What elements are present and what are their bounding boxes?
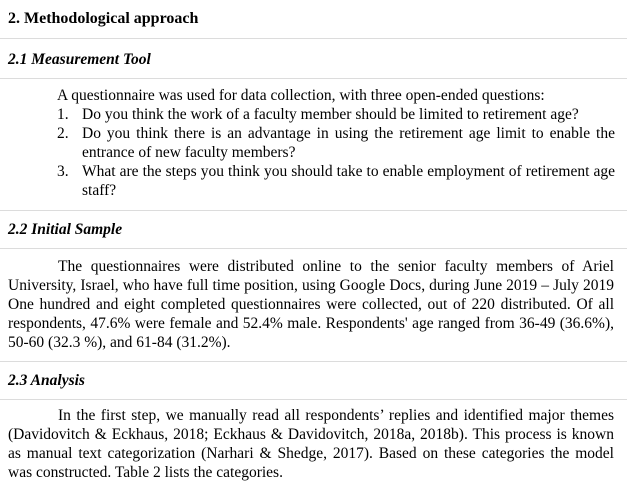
question-number: 3. bbox=[57, 163, 69, 180]
divider bbox=[0, 38, 627, 39]
question-text: Do you think there is an advantage in using the retirement age limit to enable the entrance of new faculty members? bbox=[82, 125, 615, 161]
question-item bbox=[57, 124, 615, 162]
divider bbox=[0, 361, 627, 362]
section-title: 2. Methodological approach bbox=[8, 10, 199, 27]
divider bbox=[0, 78, 627, 79]
divider bbox=[0, 399, 627, 400]
question-text: What are the steps you think you should take to enable employment of retirement age staff? bbox=[82, 163, 615, 199]
divider bbox=[0, 210, 627, 211]
initial-sample-paragraph: The questionnaires were distributed online to the senior faculty members of Ariel University, Israel, who have full time position, using Google Docs, during June 2019 – July 2019 One hundred and eight completed questionnaires were collected, out of 220 distributed. Of all respondents, 47.6% were female and 52.4% male. Respondents' age ranged from 36-49 (36.6%), 50-60 (32.3 %), and 61-84 (31.2%). bbox=[8, 258, 614, 351]
question-item bbox=[57, 162, 615, 200]
question-number: 1. bbox=[57, 106, 69, 123]
analysis-paragraph: In the first step, we manually read all respondents’ replies and identified major themes (Davidovitch & Eckhaus, 2018; Eckhaus & Davidovitch, 2018a, 2018b). This process is known as manual text categorization (Narhari & Shedge, 2017). Based on these categories the model was constructed. Table 2 lists the categories. bbox=[8, 407, 614, 481]
measurement-intro: A questionnaire was used for data collection, with three open-ended questions: bbox=[57, 87, 545, 104]
heading-initial-sample: 2.2 Initial Sample bbox=[8, 221, 123, 238]
question-list bbox=[57, 105, 615, 200]
question-text: Do you think the work of a faculty member should be limited to retirement age? bbox=[82, 106, 579, 123]
divider bbox=[0, 248, 627, 249]
heading-analysis: 2.3 Analysis bbox=[8, 372, 85, 389]
question-item bbox=[57, 105, 615, 124]
heading-measurement-tool: 2.1 Measurement Tool bbox=[8, 51, 151, 68]
question-number: 2. bbox=[57, 125, 69, 142]
